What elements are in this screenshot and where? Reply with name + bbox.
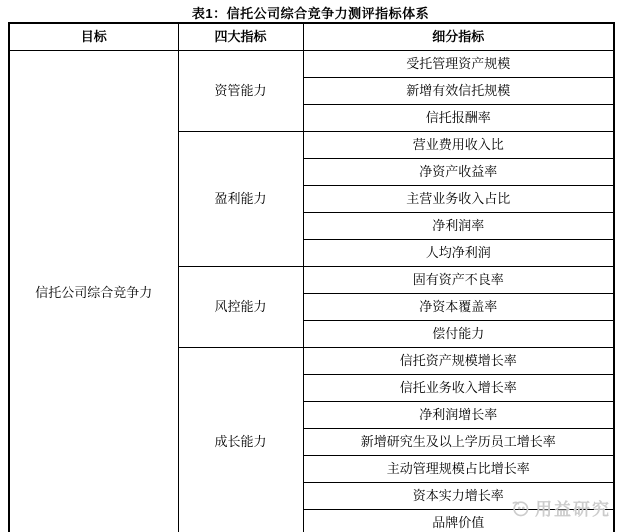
sub-indicator-cell: 信托报酬率	[303, 105, 614, 132]
category-cell-3: 成长能力	[178, 348, 303, 532]
sub-indicator-cell: 净利润增长率	[303, 402, 614, 429]
sub-indicator-cell: 新增研究生及以上学历员工增长率	[303, 429, 614, 456]
category-cell-2: 风控能力	[178, 267, 303, 348]
sub-indicator-cell: 受托管理资产规模	[303, 51, 614, 78]
sub-indicator-cell: 信托业务收入增长率	[303, 375, 614, 402]
col-header-four-indicators: 四大指标	[178, 23, 303, 51]
watermark-text: 用益研究	[535, 500, 611, 519]
sub-indicator-cell: 净资产收益率	[303, 159, 614, 186]
sub-indicator-cell: 品牌价值	[303, 510, 614, 532]
goal-cell: 信托公司综合竞争力	[9, 51, 178, 532]
sub-indicator-cell: 主营业务收入占比	[303, 186, 614, 213]
header-row	[9, 23, 614, 51]
sub-indicator-cell: 主动管理规模占比增长率	[303, 456, 614, 483]
col-header-sub-indicators: 细分指标	[303, 23, 614, 51]
sub-indicator-cell: 固有资产不良率	[303, 267, 614, 294]
indicator-table	[8, 22, 615, 532]
category-cell-0: 资管能力	[178, 51, 303, 132]
sub-indicator-cell: 营业费用收入比	[303, 132, 614, 159]
sub-indicator-cell: 资本实力增长率	[303, 483, 614, 510]
table-row	[9, 51, 614, 78]
sub-indicator-cell: 净资本覆盖率	[303, 294, 614, 321]
category-cell-1: 盈利能力	[178, 132, 303, 267]
table-title: 表1：信托公司综合竞争力测评指标体系	[191, 6, 430, 21]
sub-indicator-cell: 偿付能力	[303, 321, 614, 348]
sub-indicator-cell: 新增有效信托规模	[303, 78, 614, 105]
sub-indicator-cell: 人均净利润	[303, 240, 614, 267]
sub-indicator-cell: 信托资产规模增长率	[303, 348, 614, 375]
sub-indicator-cell: 净利润率	[303, 213, 614, 240]
col-header-goal: 目标	[9, 23, 178, 51]
